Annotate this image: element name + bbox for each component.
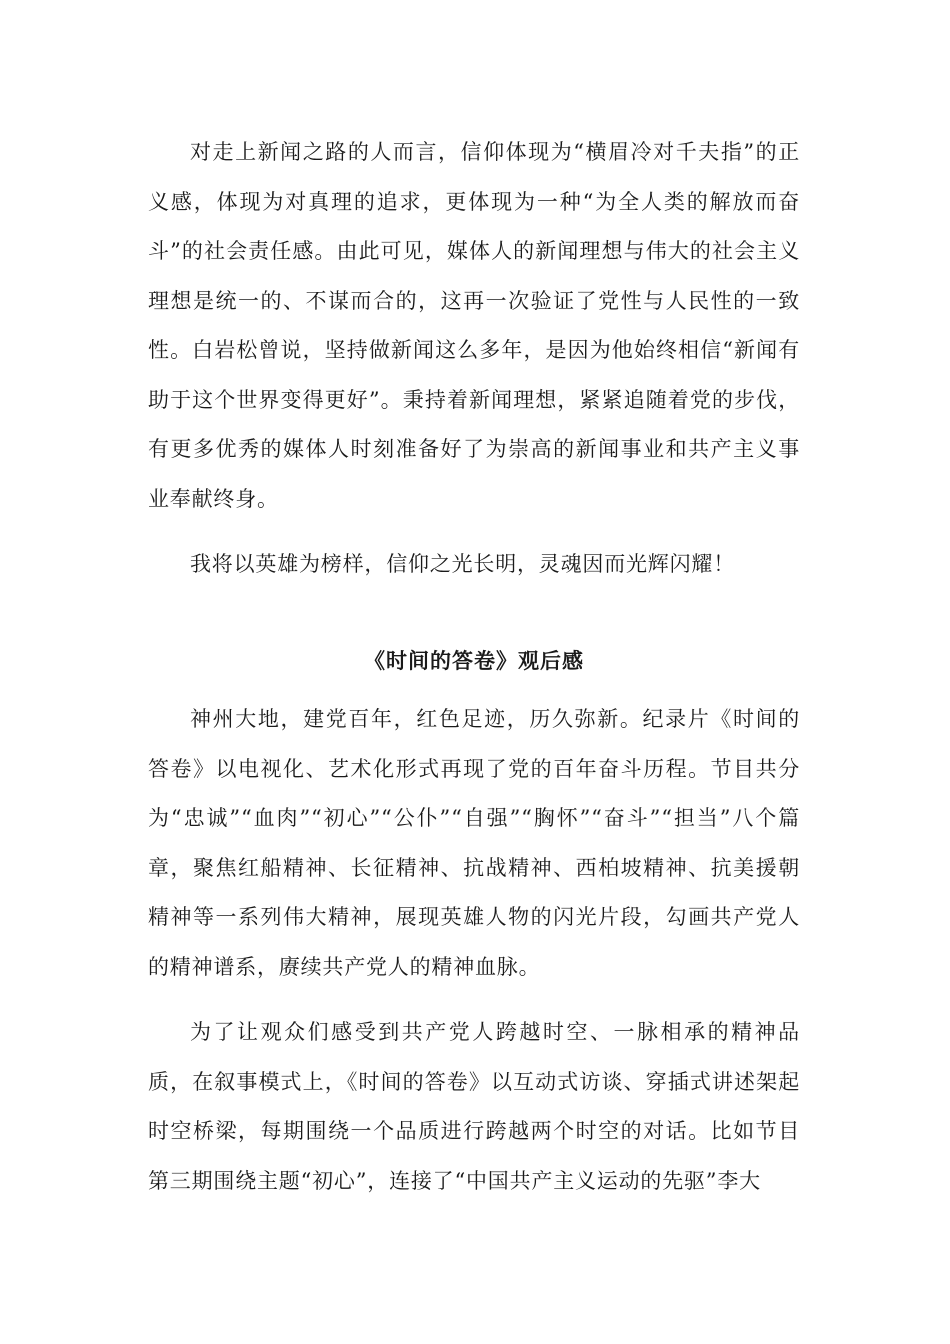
paragraph-narrative-mode: 为了让观众们感受到共产党人跨越时空、一脉相承的精神品质，在叙事模式上，《时间的答卷》以互动式访谈、穿插式讲述架起时空桥梁，每期围绕一个品质进行跨越两个时空的对话。比如节目第三期围绕主题“初心”，连接了“中国共产主义运动的先驱”李大 xyxy=(148,1020,800,1193)
paragraph-documentary-overview: 神州大地，建党百年，红色足迹，历久弥新。纪录片《时间的答卷》以电视化、艺术化形式再现了党的百年奋斗历程。节目共分为“忠诚”“血肉”“初心”“公仆”“自强”“胸怀”“奋斗”“担当”八个篇章，聚焦红船精神、长征精神、抗战精神、西柏坡精神、抗美援朝精神等一系列伟大精神，展现英雄人物的闪光片段，勾画共产党人的精神谱系，赓续共产党人的精神血脉。 xyxy=(148,707,800,979)
document-body xyxy=(148,128,800,1222)
paragraph-hero-role-model: 我将以英雄为榜样，信仰之光长明，灵魂因而光辉闪耀！ xyxy=(190,552,735,576)
section-title: 《时间的答卷》观后感 xyxy=(364,647,584,673)
paragraph-journalism-ideal: 对走上新闻之路的人而言，信仰体现为“横眉冷对千夫指”的正义感，体现为对真理的追求，更体现为一种“为全人类的解放而奋斗”的社会责任感。由此可见，媒体人的新闻理想与伟大的社会主义理想是统一的、不谋而合的，这再一次验证了党性与人民性的一致性。白岩松曾说，坚持做新闻这么多年，是因为他始终相信“新闻有助于这个世界变得更好”。秉持着新闻理想，紧紧追随着党的步伐，有更多优秀的媒体人时刻准备好了为崇高的新闻事业和共产主义事业奉献终身。 xyxy=(148,140,800,511)
